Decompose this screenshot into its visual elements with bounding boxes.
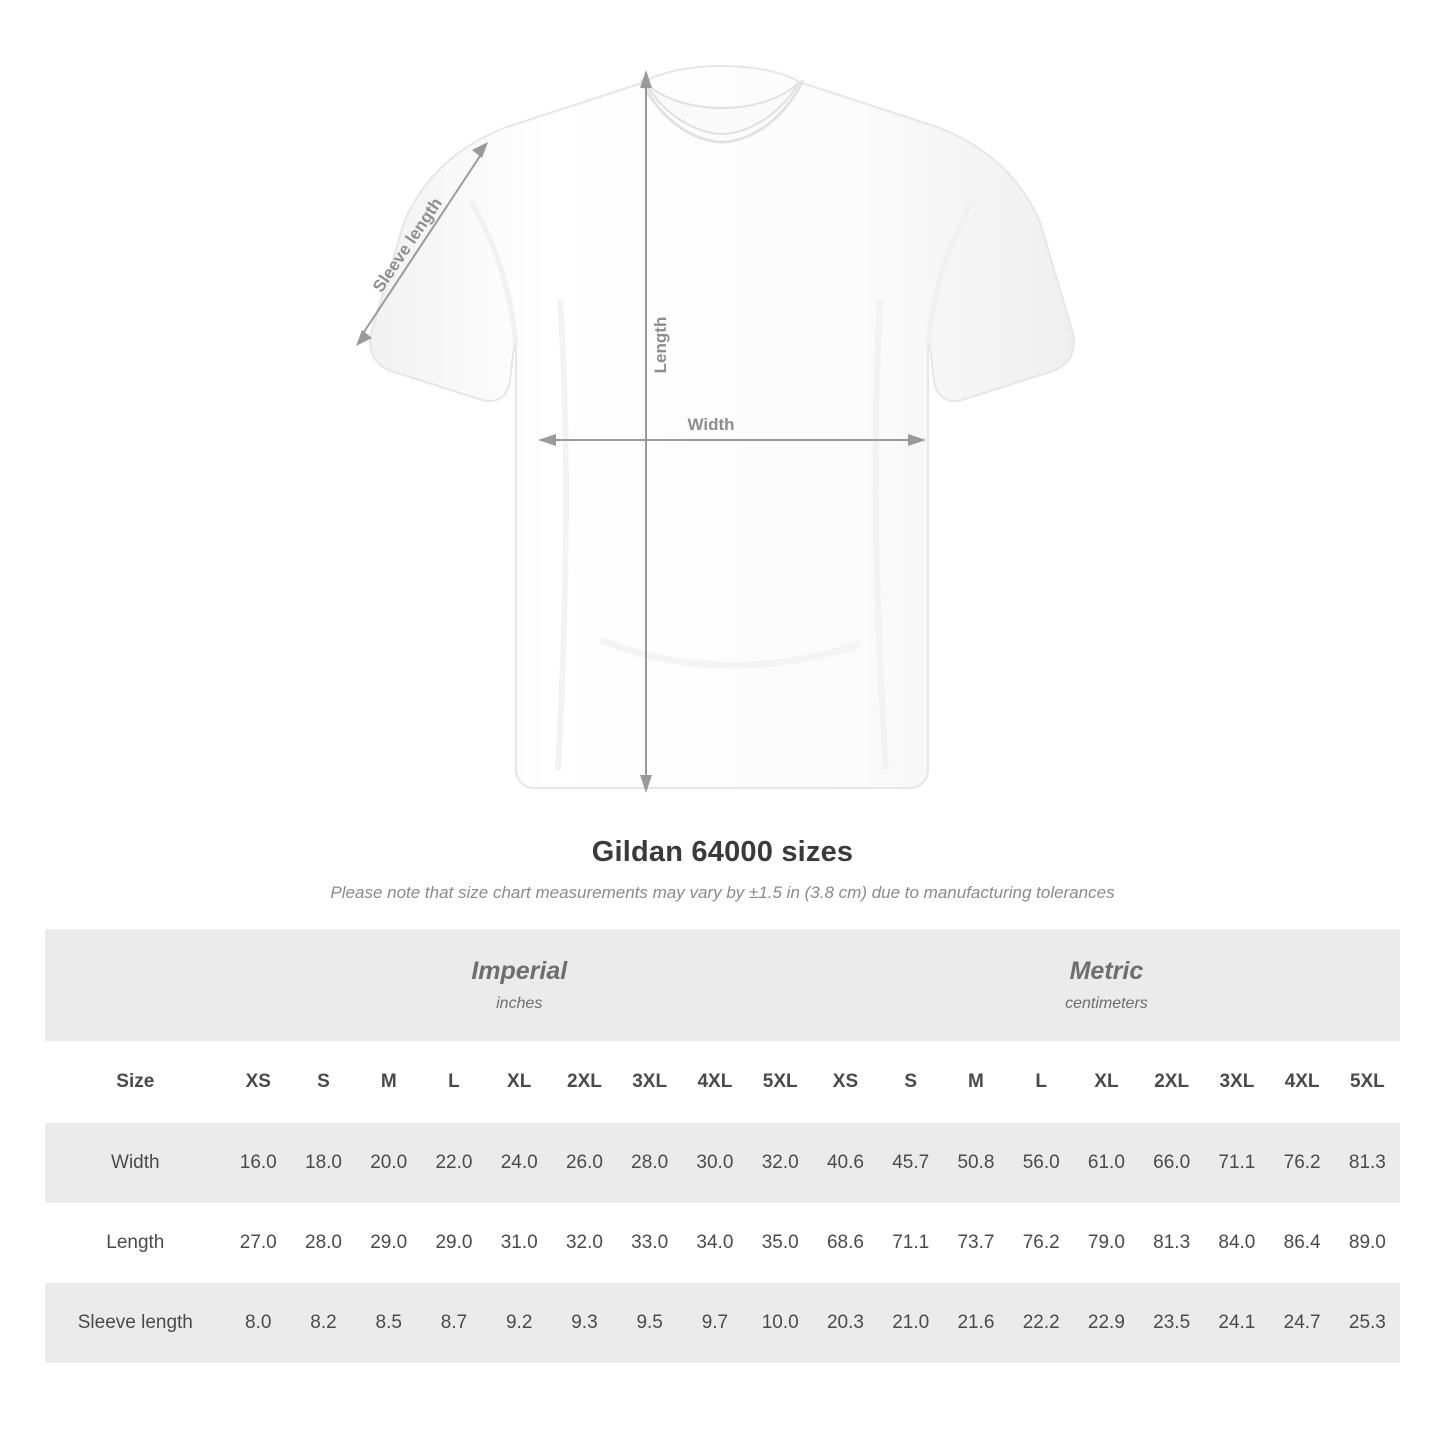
row-label: Length	[45, 1203, 226, 1283]
table-cell: 30.0	[682, 1123, 747, 1203]
table-cell: 21.6	[943, 1283, 1008, 1363]
imperial-name: Imperial	[471, 957, 568, 985]
title-block	[0, 836, 1445, 903]
table-cell: 16.0	[226, 1123, 291, 1203]
size-header-cell: 2XL	[1139, 1041, 1204, 1123]
table-cell: 68.6	[813, 1203, 878, 1283]
table-cell: 28.0	[291, 1203, 356, 1283]
table-cell: 32.0	[552, 1203, 617, 1283]
size-table	[45, 929, 1400, 1363]
table-cell: 35.0	[748, 1203, 813, 1283]
table-cell: 32.0	[748, 1123, 813, 1203]
size-header-cell: 5XL	[1335, 1041, 1400, 1123]
table-row	[45, 1203, 1400, 1283]
table-cell: 73.7	[943, 1203, 1008, 1283]
unit-header-blank	[45, 929, 226, 1041]
table-cell: 26.0	[552, 1123, 617, 1203]
table-cell: 29.0	[356, 1203, 421, 1283]
table-cell: 20.0	[356, 1123, 421, 1203]
table-cell: 10.0	[748, 1283, 813, 1363]
table-cell: 71.1	[878, 1203, 943, 1283]
size-header-cell: L	[1009, 1041, 1074, 1123]
size-header-cell: 5XL	[748, 1041, 813, 1123]
size-header-cell: M	[943, 1041, 1008, 1123]
table-cell: 20.3	[813, 1283, 878, 1363]
table-cell: 71.1	[1204, 1123, 1269, 1203]
table-cell: 50.8	[943, 1123, 1008, 1203]
table-cell: 22.0	[421, 1123, 486, 1203]
table-cell: 34.0	[682, 1203, 747, 1283]
table-cell: 8.2	[291, 1283, 356, 1363]
size-header-cell: XL	[1074, 1041, 1139, 1123]
metric-header	[813, 929, 1400, 1041]
table-cell: 33.0	[617, 1203, 682, 1283]
table-cell: 22.2	[1009, 1283, 1074, 1363]
table-cell: 22.9	[1074, 1283, 1139, 1363]
table-cell: 9.3	[552, 1283, 617, 1363]
table-cell: 8.7	[421, 1283, 486, 1363]
table-row	[45, 1283, 1400, 1363]
table-cell: 31.0	[487, 1203, 552, 1283]
size-header-cell: XS	[813, 1041, 878, 1123]
width-label: Width	[687, 415, 735, 434]
size-header-cell: 3XL	[1204, 1041, 1269, 1123]
row-label: Width	[45, 1123, 226, 1203]
unit-header-row	[45, 929, 1400, 1041]
table-cell: 56.0	[1009, 1123, 1074, 1203]
size-label: Size	[45, 1041, 226, 1123]
table-row	[45, 1123, 1400, 1203]
sleeve-length-label: Sleeve length	[368, 194, 446, 296]
table-cell: 8.0	[226, 1283, 291, 1363]
table-cell: 76.2	[1009, 1203, 1074, 1283]
size-header-cell: 3XL	[617, 1041, 682, 1123]
size-header-cell: L	[421, 1041, 486, 1123]
table-cell: 28.0	[617, 1123, 682, 1203]
table-cell: 27.0	[226, 1203, 291, 1283]
table-cell: 8.5	[356, 1283, 421, 1363]
size-header-row	[45, 1041, 1400, 1123]
table-cell: 24.7	[1270, 1283, 1335, 1363]
length-label: Length	[651, 316, 670, 374]
metric-name: Metric	[1069, 957, 1144, 985]
table-cell: 81.3	[1335, 1123, 1400, 1203]
imperial-sub: inches	[496, 995, 543, 1012]
table-cell: 24.0	[487, 1123, 552, 1203]
table-cell: 9.2	[487, 1283, 552, 1363]
page-title: Gildan 64000 sizes	[591, 836, 854, 868]
table-cell: 89.0	[1335, 1203, 1400, 1283]
size-header-cell: 2XL	[552, 1041, 617, 1123]
table-cell: 23.5	[1139, 1283, 1204, 1363]
table-cell: 66.0	[1139, 1123, 1204, 1203]
table-cell: 9.7	[682, 1283, 747, 1363]
size-header-cell: M	[356, 1041, 421, 1123]
table-cell: 76.2	[1270, 1123, 1335, 1203]
table-cell: 18.0	[291, 1123, 356, 1203]
row-label: Sleeve length	[45, 1283, 226, 1363]
table-cell: 86.4	[1270, 1203, 1335, 1283]
size-table-wrap	[45, 929, 1400, 1363]
table-cell: 61.0	[1074, 1123, 1139, 1203]
table-cell: 84.0	[1204, 1203, 1269, 1283]
size-header-cell: S	[878, 1041, 943, 1123]
table-cell: 21.0	[878, 1283, 943, 1363]
size-header-cell: XL	[487, 1041, 552, 1123]
table-cell: 9.5	[617, 1283, 682, 1363]
imperial-header	[226, 929, 813, 1041]
size-header-cell: 4XL	[1270, 1041, 1335, 1123]
table-cell: 79.0	[1074, 1203, 1139, 1283]
table-cell: 81.3	[1139, 1203, 1204, 1283]
table-cell: 25.3	[1335, 1283, 1400, 1363]
table-cell: 29.0	[421, 1203, 486, 1283]
tolerance-note: Please note that size chart measurements may vary by ±1.5 in (3.8 cm) due to manufacturing tolerances	[330, 883, 1115, 902]
size-header-cell: XS	[226, 1041, 291, 1123]
size-header-cell: S	[291, 1041, 356, 1123]
table-cell: 40.6	[813, 1123, 878, 1203]
table-cell: 45.7	[878, 1123, 943, 1203]
metric-sub: centimeters	[1065, 995, 1148, 1012]
table-cell: 24.1	[1204, 1283, 1269, 1363]
size-header-cell: 4XL	[682, 1041, 747, 1123]
